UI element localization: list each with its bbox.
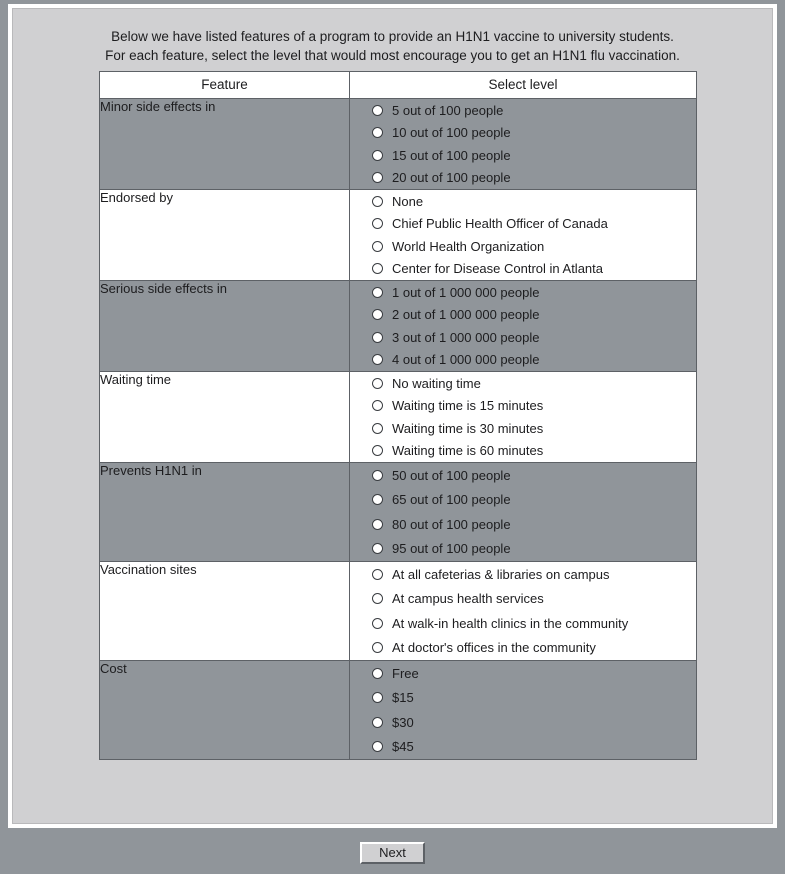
- radio-button-icon[interactable]: [372, 378, 383, 389]
- radio-button-icon[interactable]: [372, 196, 383, 207]
- radio-button-icon[interactable]: [372, 692, 383, 703]
- radio-option-label: None: [392, 193, 424, 209]
- level-options-cell: [350, 190, 697, 281]
- radio-option[interactable]: [372, 710, 696, 735]
- radio-button-icon[interactable]: [372, 354, 383, 365]
- radio-option-label: At walk-in health clinics in the community: [392, 615, 629, 631]
- radio-option[interactable]: [372, 349, 696, 372]
- radio-button-icon[interactable]: [372, 150, 383, 161]
- level-options-cell: [350, 661, 697, 760]
- level-options-cell: [350, 463, 697, 562]
- radio-button-icon[interactable]: [372, 543, 383, 554]
- radio-option-label: 2 out of 1 000 000 people: [392, 307, 540, 323]
- radio-button-icon[interactable]: [372, 309, 383, 320]
- radio-option[interactable]: [372, 735, 696, 760]
- radio-option[interactable]: [372, 395, 696, 418]
- feature-label: Serious side effects in: [100, 281, 350, 372]
- radio-button-icon[interactable]: [372, 593, 383, 604]
- radio-option[interactable]: [372, 304, 696, 327]
- radio-button-icon[interactable]: [372, 445, 383, 456]
- table-row: [100, 463, 697, 562]
- radio-button-icon[interactable]: [372, 519, 383, 530]
- radio-option[interactable]: [372, 562, 696, 587]
- feature-label: Minor side effects in: [100, 99, 350, 190]
- radio-option[interactable]: [372, 417, 696, 440]
- radio-option-label: 4 out of 1 000 000 people: [392, 352, 540, 368]
- radio-group: [350, 372, 696, 462]
- radio-option-label: Waiting time is 15 minutes: [392, 398, 544, 414]
- radio-option-label: 10 out of 100 people: [392, 125, 511, 141]
- table-row: [100, 99, 697, 190]
- radio-option[interactable]: [372, 611, 696, 636]
- survey-table: [99, 71, 697, 760]
- radio-button-icon[interactable]: [372, 494, 383, 505]
- radio-option[interactable]: [372, 463, 696, 488]
- radio-option-label: 15 out of 100 people: [392, 147, 511, 163]
- table-row: [100, 190, 697, 281]
- footer-bar: [0, 832, 785, 874]
- radio-option-label: $45: [392, 739, 414, 755]
- feature-label: Vaccination sites: [100, 562, 350, 661]
- level-options-cell: [350, 372, 697, 463]
- radio-option[interactable]: [372, 122, 696, 145]
- panel-frame: [8, 4, 777, 828]
- radio-option-label: No waiting time: [392, 375, 481, 391]
- radio-group: [350, 463, 696, 561]
- radio-option[interactable]: [372, 190, 696, 213]
- radio-button-icon[interactable]: [372, 618, 383, 629]
- radio-button-icon[interactable]: [372, 741, 383, 752]
- radio-option[interactable]: [372, 167, 696, 190]
- radio-group: [350, 281, 696, 371]
- radio-button-icon[interactable]: [372, 423, 383, 434]
- radio-option[interactable]: [372, 440, 696, 463]
- feature-label: Cost: [100, 661, 350, 760]
- instructions-line-2: For each feature, select the level that would most encourage you to get an H1N1 flu vaccination.: [105, 48, 680, 63]
- table-header-row: [100, 72, 697, 99]
- radio-option-label: Chief Public Health Officer of Canada: [392, 216, 608, 232]
- level-options-cell: [350, 281, 697, 372]
- instructions: [13, 27, 772, 65]
- radio-option-label: At campus health services: [392, 591, 544, 607]
- level-options-cell: [350, 99, 697, 190]
- radio-option-label: 20 out of 100 people: [392, 170, 511, 186]
- radio-button-icon[interactable]: [372, 218, 383, 229]
- radio-group: [350, 562, 696, 660]
- radio-button-icon[interactable]: [372, 287, 383, 298]
- radio-option-label: 5 out of 100 people: [392, 102, 504, 118]
- table-header: [100, 72, 697, 99]
- column-header-feature: Feature: [100, 72, 350, 99]
- level-options-cell: [350, 562, 697, 661]
- radio-option[interactable]: [372, 661, 696, 686]
- radio-option[interactable]: [372, 372, 696, 395]
- radio-option[interactable]: [372, 636, 696, 661]
- radio-button-icon[interactable]: [372, 332, 383, 343]
- radio-option-label: 80 out of 100 people: [392, 516, 511, 532]
- radio-option[interactable]: [372, 213, 696, 236]
- radio-button-icon[interactable]: [372, 263, 383, 274]
- radio-option-label: At all cafeterias & libraries on campus: [392, 566, 610, 582]
- radio-option-label: World Health Organization: [392, 238, 545, 254]
- radio-button-icon[interactable]: [372, 642, 383, 653]
- radio-button-icon[interactable]: [372, 241, 383, 252]
- table-row: [100, 562, 697, 661]
- radio-option[interactable]: [372, 488, 696, 513]
- radio-option-label: $15: [392, 690, 414, 706]
- radio-button-icon[interactable]: [372, 569, 383, 580]
- next-button[interactable]: Next: [360, 842, 425, 864]
- table-row: [100, 372, 697, 463]
- radio-option-label: $30: [392, 714, 414, 730]
- radio-group: [350, 190, 696, 280]
- feature-label: Endorsed by: [100, 190, 350, 281]
- radio-option-label: Waiting time is 30 minutes: [392, 420, 544, 436]
- radio-button-icon[interactable]: [372, 717, 383, 728]
- table-row: [100, 661, 697, 760]
- radio-option-label: Free: [392, 665, 419, 681]
- radio-option[interactable]: [372, 512, 696, 537]
- radio-option-label: At doctor's offices in the community: [392, 640, 596, 656]
- radio-option[interactable]: [372, 235, 696, 258]
- feature-label: Prevents H1N1 in: [100, 463, 350, 562]
- radio-option-label: 95 out of 100 people: [392, 541, 511, 557]
- radio-option[interactable]: [372, 281, 696, 304]
- radio-option[interactable]: [372, 144, 696, 167]
- radio-option-label: Center for Disease Control in Atlanta: [392, 261, 603, 277]
- radio-button-icon[interactable]: [372, 400, 383, 411]
- table-body: [100, 99, 697, 760]
- feature-label: Waiting time: [100, 372, 350, 463]
- column-header-select-level: Select level: [350, 72, 697, 99]
- radio-button-icon[interactable]: [372, 172, 383, 183]
- radio-option[interactable]: [372, 258, 696, 281]
- radio-option-label: 3 out of 1 000 000 people: [392, 329, 540, 345]
- table-row: [100, 281, 697, 372]
- radio-button-icon[interactable]: [372, 105, 383, 116]
- radio-option-label: 1 out of 1 000 000 people: [392, 284, 540, 300]
- radio-button-icon[interactable]: [372, 470, 383, 481]
- radio-option[interactable]: [372, 537, 696, 562]
- radio-option[interactable]: [372, 326, 696, 349]
- radio-button-icon[interactable]: [372, 127, 383, 138]
- radio-option-label: 50 out of 100 people: [392, 467, 511, 483]
- instructions-line-1: Below we have listed features of a program to provide an H1N1 vaccine to university students.: [111, 29, 674, 44]
- radio-option[interactable]: [372, 686, 696, 711]
- radio-option[interactable]: [372, 99, 696, 122]
- radio-option[interactable]: [372, 587, 696, 612]
- radio-option-label: 65 out of 100 people: [392, 492, 511, 508]
- radio-button-icon[interactable]: [372, 668, 383, 679]
- radio-group: [350, 99, 696, 189]
- radio-option-label: Waiting time is 60 minutes: [392, 443, 544, 459]
- radio-group: [350, 661, 696, 759]
- content-panel: [12, 8, 773, 824]
